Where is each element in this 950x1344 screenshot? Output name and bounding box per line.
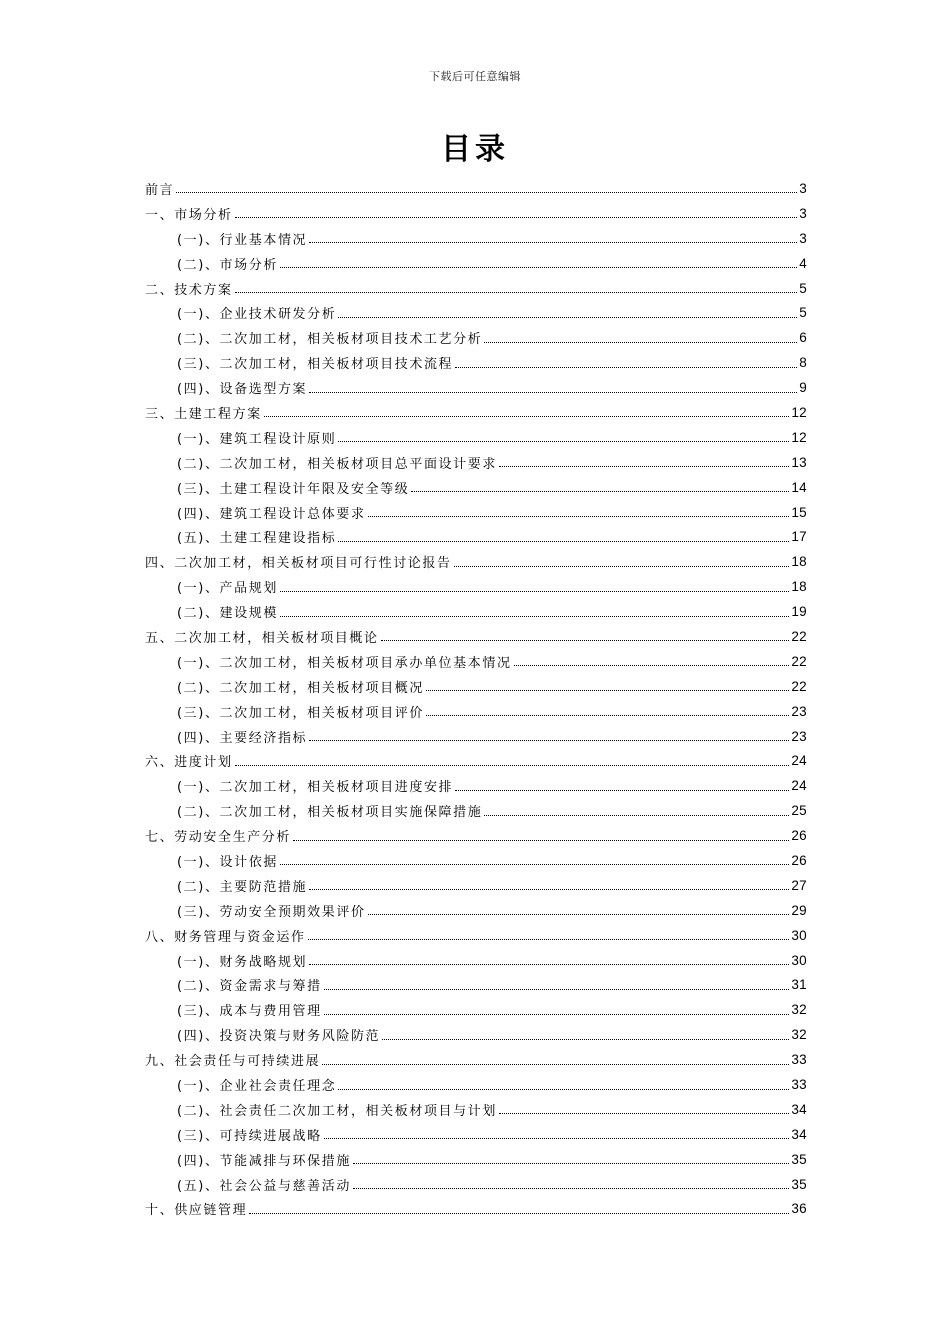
toc-entry[interactable] [145,823,807,848]
toc-entry[interactable] [145,1147,807,1172]
toc-entry-page-number: 36 [791,1201,807,1217]
toc-entry[interactable] [145,574,807,599]
toc-entry-page-number: 22 [791,628,807,644]
toc-entry[interactable] [145,450,807,475]
toc-entry-label: 九、社会责任与可持续进展 [145,1054,321,1070]
toc-entry-label: (二)、二次加工材，相关板材项目概况 [177,680,424,696]
dot-leader [293,827,789,841]
toc-entry-label: (四)、设备选型方案 [177,382,308,398]
toc-entry-page-number: 3 [799,205,807,221]
toc-entry-page-number: 18 [791,579,807,595]
toc-entry-page-number: 17 [791,529,807,545]
dot-leader [308,926,790,940]
toc-entry-page-number: 8 [799,355,807,371]
dot-leader [455,777,789,791]
dot-leader [324,1001,790,1015]
toc-entry-label: (四)、主要经济指标 [177,730,308,746]
toc-entry[interactable] [145,400,807,425]
toc-entry-label: (三)、二次加工材，相关板材项目技术流程 [177,357,454,373]
toc-entry[interactable] [145,1022,807,1047]
toc-entry-label: (二)、资金需求与筹措 [177,979,322,995]
toc-entry-label: 四、二次加工材，相关板材项目可行性讨论报告 [145,556,452,572]
toc-entry[interactable] [145,1122,807,1147]
toc-entry[interactable] [145,176,807,201]
dot-leader [381,627,790,641]
dot-leader [322,1051,789,1065]
toc-entry-label: (一)、财务战略规划 [177,954,308,970]
toc-entry[interactable] [145,375,807,400]
toc-entry-page-number: 13 [791,454,807,470]
toc-entry-page-number: 4 [799,255,807,271]
table-of-contents [145,176,807,1221]
dot-leader [309,876,789,890]
toc-entry-label: (四)、投资决策与财务风险防范 [177,1029,381,1045]
toc-entry[interactable] [145,748,807,773]
toc-entry[interactable] [145,201,807,226]
toc-entry-page-number: 25 [791,803,807,819]
toc-entry-label: (一)、设计依据 [177,854,278,870]
toc-entry-page-number: 33 [791,1077,807,1092]
toc-entry-page-number: 30 [791,952,807,968]
toc-entry[interactable] [145,425,807,450]
toc-entry-page-number: 34 [791,1126,807,1142]
dot-leader [249,1200,789,1214]
toc-entry-page-number: 15 [791,504,807,520]
dot-leader [353,1150,789,1164]
toc-entry-label: (三)、可持续进展战略 [177,1128,322,1144]
toc-entry[interactable] [145,997,807,1022]
dot-leader [176,179,797,193]
toc-entry-page-number: 22 [791,678,807,694]
toc-entry-page-number: 33 [791,1052,807,1068]
header-note: 下载后可任意编辑 [429,70,521,83]
toc-entry[interactable] [145,325,807,350]
dot-leader [235,204,798,218]
toc-entry-label: (二)、社会责任二次加工材，相关板材项目与计划 [177,1103,497,1119]
dot-leader [338,304,797,318]
dot-leader [368,503,790,517]
toc-entry[interactable] [145,773,807,798]
toc-entry-page-number: 26 [791,852,807,868]
dot-leader [411,478,789,492]
toc-entry-label: 六、进度计划 [145,755,233,771]
toc-entry-label: (一)、二次加工材，相关板材项目承办单位基本情况 [177,655,512,671]
toc-entry-label: (三)、成本与费用管理 [177,1004,322,1020]
toc-entry-page-number: 12 [791,429,807,445]
toc-entry[interactable] [145,276,807,301]
toc-entry-label: 二、技术方案 [145,282,233,298]
toc-entry[interactable] [145,798,807,823]
dot-leader [353,1175,789,1189]
toc-entry[interactable] [145,1072,807,1097]
dot-leader [368,901,790,915]
toc-entry-label: (二)、二次加工材，相关板材项目实施保障措施 [177,805,483,821]
toc-entry-label: 七、劳动安全生产分析 [145,830,292,846]
toc-entry[interactable] [145,649,807,674]
dot-leader [280,578,789,592]
dot-leader [309,951,789,965]
toc-entry[interactable] [145,699,807,724]
dot-leader [324,976,790,990]
toc-entry-page-number: 5 [799,305,807,321]
toc-entry[interactable] [145,1097,807,1122]
toc-entry-label: 前言 [145,182,175,198]
toc-entry-page-number: 24 [791,778,807,794]
toc-entry[interactable] [145,300,807,325]
toc-entry-page-number: 6 [799,330,807,346]
toc-entry-label: (二)、二次加工材，相关板材项目技术工艺分析 [177,332,483,348]
toc-entry-label: (一)、产品规划 [177,581,278,597]
page-title: 目录 [441,132,509,167]
toc-entry-label: (五)、土建工程建设指标 [177,531,337,547]
toc-entry-page-number: 3 [799,180,807,196]
toc-entry-page-number: 30 [791,927,807,943]
toc-entry-label: (二)、二次加工材，相关板材项目总平面设计要求 [177,456,497,472]
toc-entry-page-number: 24 [791,753,807,769]
toc-entry[interactable] [145,251,807,276]
dot-leader [309,379,797,393]
toc-entry[interactable] [145,500,807,525]
toc-entry[interactable] [145,524,807,549]
toc-entry-page-number: 22 [791,653,807,669]
toc-entry[interactable] [145,973,807,998]
dot-leader [499,453,789,467]
dot-leader [499,1100,789,1114]
toc-entry[interactable] [145,898,807,923]
toc-entry[interactable] [145,624,807,649]
toc-entry-label: 一、市场分析 [145,207,233,223]
toc-entry-page-number: 31 [791,977,807,993]
toc-entry-label: (二)、市场分析 [177,257,278,273]
toc-entry-page-number: 32 [791,1027,807,1043]
dot-leader [324,1125,790,1139]
dot-leader [382,1026,789,1040]
toc-entry-label: (一)、建筑工程设计原则 [177,431,337,447]
toc-entry-label: (三)、二次加工材，相关板材项目评价 [177,705,424,721]
dot-leader [309,727,789,741]
toc-entry-label: (二)、主要防范措施 [177,879,308,895]
toc-entry[interactable] [145,948,807,973]
toc-entry-label: (二)、建设规模 [177,606,278,622]
dot-leader [514,652,790,666]
toc-entry-label: (三)、土建工程设计年限及安全等级 [177,481,410,497]
toc-entry[interactable] [145,1047,807,1072]
toc-entry-label: 五、二次加工材，相关板材项目概论 [145,630,379,646]
toc-entry-page-number: 23 [791,728,807,744]
toc-entry-label: (五)、社会公益与慈善活动 [177,1178,351,1194]
dot-leader [338,428,789,442]
toc-entry-page-number: 19 [791,604,807,620]
toc-entry-page-number: 34 [791,1101,807,1117]
toc-entry[interactable] [145,1197,807,1222]
toc-entry-label: (一)、行业基本情况 [177,232,308,248]
dot-leader [235,752,790,766]
toc-entry[interactable] [145,848,807,873]
toc-entry-label: (一)、二次加工材，相关板材项目进度安排 [177,780,454,796]
dot-leader [280,254,797,268]
toc-entry[interactable] [145,674,807,699]
toc-entry-label: (三)、劳动安全预期效果评价 [177,904,366,920]
toc-entry-page-number: 3 [799,230,807,246]
toc-entry[interactable] [145,549,807,574]
toc-entry[interactable] [145,475,807,500]
toc-entry-label: 八、财务管理与资金运作 [145,929,306,945]
dot-leader [484,329,797,343]
dot-leader [264,403,790,417]
dot-leader [338,528,789,542]
dot-leader [426,677,789,691]
toc-entry-label: 三、土建工程方案 [145,406,262,422]
toc-entry-page-number: 27 [791,877,807,893]
toc-entry[interactable] [145,923,807,948]
toc-entry-label: (一)、企业技术研发分析 [177,307,337,323]
dot-leader [455,354,797,368]
toc-entry-label: (四)、建筑工程设计总体要求 [177,506,366,522]
toc-entry[interactable] [145,873,807,898]
toc-entry-page-number: 12 [791,404,807,420]
dot-leader [426,702,789,716]
toc-entry[interactable] [145,350,807,375]
dot-leader [309,229,797,243]
toc-entry-page-number: 14 [791,479,807,495]
toc-entry-page-number: 35 [791,1176,807,1192]
dot-leader [280,603,789,617]
toc-entry-page-number: 35 [791,1151,807,1167]
toc-entry[interactable] [145,724,807,749]
toc-entry-label: (四)、节能减排与环保措施 [177,1153,351,1169]
toc-entry-page-number: 18 [791,554,807,570]
dot-leader [235,279,798,293]
toc-entry-page-number: 5 [799,280,807,296]
toc-entry-page-number: 26 [791,828,807,844]
dot-leader [484,802,789,816]
toc-entry-label: (一)、企业社会责任理念 [177,1079,337,1094]
toc-entry[interactable] [145,1172,807,1197]
dot-leader [454,553,790,567]
dot-leader [338,1076,789,1090]
toc-entry-page-number: 29 [791,902,807,918]
toc-entry-page-number: 9 [799,380,807,396]
toc-entry[interactable] [145,599,807,624]
toc-entry-page-number: 32 [791,1002,807,1018]
toc-entry-page-number: 23 [791,703,807,719]
dot-leader [280,851,789,865]
toc-entry[interactable] [145,226,807,251]
toc-entry-label: 十、供应链管理 [145,1203,248,1219]
